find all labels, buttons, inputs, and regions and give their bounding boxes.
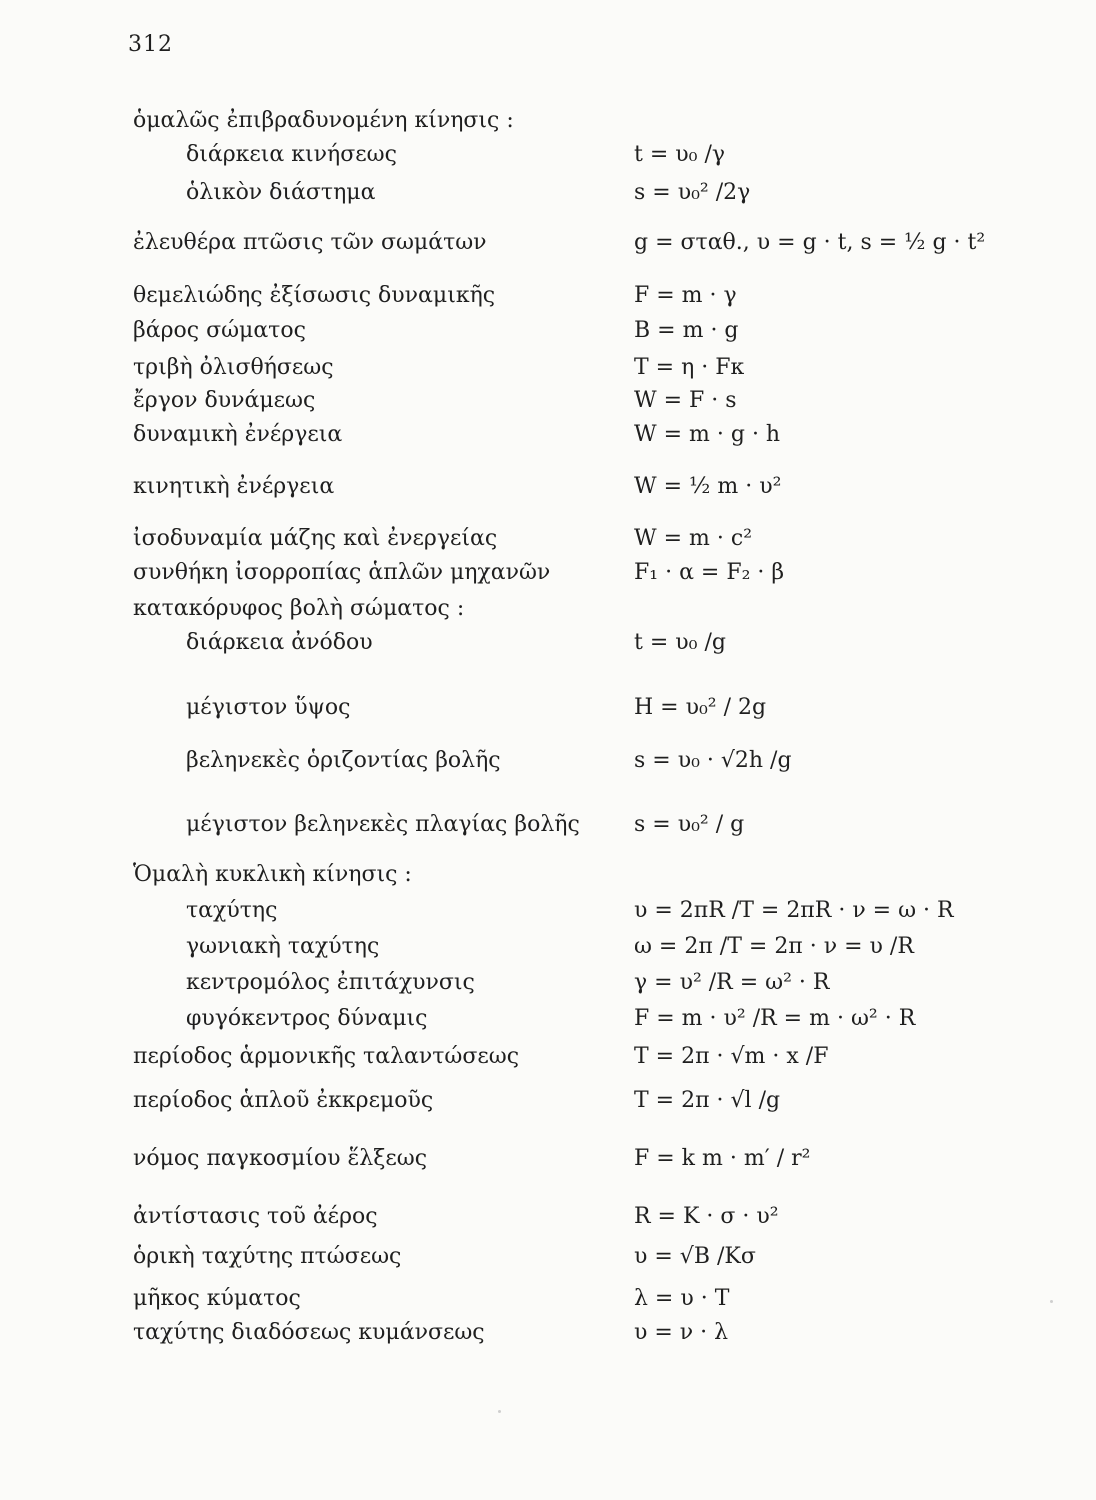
row-label: κινητικὴ ἐνέργεια	[133, 474, 335, 499]
formula-row	[0, 862, 1096, 902]
row-label: κατακόρυφος βολὴ σώματος :	[133, 596, 465, 621]
row-formula: s = υ₀² /2γ	[634, 180, 751, 205]
row-label: ταχύτης διαδόσεως κυμάνσεως	[133, 1320, 485, 1345]
formula-row	[0, 422, 1096, 462]
row-label: διάρκεια ἀνόδου	[186, 630, 373, 655]
row-formula: υ = √B /Kσ	[634, 1244, 756, 1269]
formula-row	[0, 934, 1096, 974]
row-formula: H = υ₀² / 2g	[634, 695, 767, 720]
row-formula: F = k m · m′ / r²	[634, 1146, 811, 1171]
row-formula: W = F · s	[634, 388, 737, 413]
page-number: 312	[128, 32, 173, 57]
row-label: νόμος παγκοσμίου ἕλξεως	[133, 1146, 428, 1171]
formula-row	[0, 1044, 1096, 1084]
row-formula: B = m · g	[634, 318, 739, 343]
row-formula: γ = υ² /R = ω² · R	[634, 970, 830, 995]
row-formula: t = υ₀ /g	[634, 630, 726, 655]
row-formula: W = ½ m · υ²	[634, 474, 782, 499]
row-label: κεντρομόλος ἐπιτάχυνσις	[186, 970, 475, 995]
formula-row	[0, 560, 1096, 600]
row-formula: λ = υ · T	[634, 1286, 730, 1311]
row-label: δυναμικὴ ἐνέργεια	[133, 422, 343, 447]
row-label: μέγιστον ὕψος	[186, 695, 351, 720]
row-formula: R = K · σ · υ²	[634, 1204, 779, 1229]
formula-row	[0, 1244, 1096, 1284]
formula-row	[0, 142, 1096, 182]
formula-row	[0, 970, 1096, 1010]
row-label: διάρκεια κινήσεως	[186, 142, 397, 167]
row-label: ἐλευθέρα πτῶσις τῶν σωμάτων	[133, 230, 487, 255]
row-formula: υ = 2πR /T = 2πR · ν = ω · R	[634, 898, 954, 923]
formula-row	[0, 695, 1096, 735]
row-label: ἰσοδυναμία μάζης καὶ ἐνεργείας	[133, 526, 498, 551]
formula-row	[0, 1320, 1096, 1360]
row-label: ἀντίστασις τοῦ ἀέρος	[133, 1204, 378, 1229]
row-label: θεμελιώδης ἐξίσωσις δυναμικῆς	[133, 283, 496, 308]
formula-row	[0, 283, 1096, 323]
row-label: περίοδος ἁρμονικῆς ταλαντώσεως	[133, 1044, 520, 1069]
row-formula: υ = ν · λ	[634, 1320, 729, 1345]
row-formula: T = 2π · √l /g	[634, 1088, 781, 1113]
row-label: γωνιακὴ ταχύτης	[186, 934, 380, 959]
row-label: ἔργον δυνάμεως	[133, 388, 316, 413]
formula-row	[0, 474, 1096, 514]
formula-row	[0, 812, 1096, 852]
row-label: ὁρικὴ ταχύτης πτώσεως	[133, 1244, 402, 1269]
formula-row	[0, 180, 1096, 220]
formula-row	[0, 230, 1096, 270]
row-formula: W = m · g · h	[634, 422, 781, 447]
formula-row	[0, 748, 1096, 788]
row-label: μῆκος κύματος	[133, 1286, 301, 1311]
paper-speck	[498, 1410, 501, 1413]
row-formula: s = υ₀ · √2h /g	[634, 748, 792, 773]
row-label: τριβὴ ὀλισθήσεως	[133, 355, 334, 380]
row-label: ὁμαλῶς ἐπιβραδυνομένη κίνησις :	[133, 108, 514, 133]
row-label: φυγόκεντρος δύναμις	[186, 1006, 428, 1031]
formula-row	[0, 1088, 1096, 1128]
formula-row	[0, 1204, 1096, 1244]
row-formula: ω = 2π /T = 2π · ν = υ /R	[634, 934, 914, 959]
row-formula: s = υ₀² / g	[634, 812, 745, 837]
formula-row	[0, 1006, 1096, 1046]
row-formula: T = η · Fκ	[634, 355, 745, 380]
row-label: συνθήκη ἰσορροπίας ἁπλῶν μηχανῶν	[133, 560, 551, 585]
row-label: μέγιστον βεληνεκὲς πλαγίας βολῆς	[186, 812, 580, 837]
row-formula: F = m · υ² /R = m · ω² · R	[634, 1006, 916, 1031]
formula-row	[0, 898, 1096, 938]
formula-row	[0, 630, 1096, 670]
row-formula: F = m · γ	[634, 283, 737, 308]
row-label: βεληνεκὲς ὁριζοντίας βολῆς	[186, 748, 501, 773]
row-formula: T = 2π · √m · x /F	[634, 1044, 829, 1069]
row-label: Ὁμαλὴ κυκλικὴ κίνησις :	[133, 862, 412, 887]
row-formula: g = σταθ., υ = g · t, s = ½ g · t²	[634, 230, 986, 255]
row-label: βάρος σώματος	[133, 318, 306, 343]
row-label: ταχύτης	[186, 898, 278, 923]
row-formula: F₁ · α = F₂ · β	[634, 560, 785, 585]
row-formula: t = υ₀ /γ	[634, 142, 726, 167]
formula-row	[0, 318, 1096, 358]
row-label: ὁλικὸν διάστημα	[186, 180, 376, 205]
row-formula: W = m · c²	[634, 526, 753, 551]
formula-row	[0, 1146, 1096, 1186]
row-label: περίοδος ἁπλοῦ ἐκκρεμοῦς	[133, 1088, 434, 1113]
